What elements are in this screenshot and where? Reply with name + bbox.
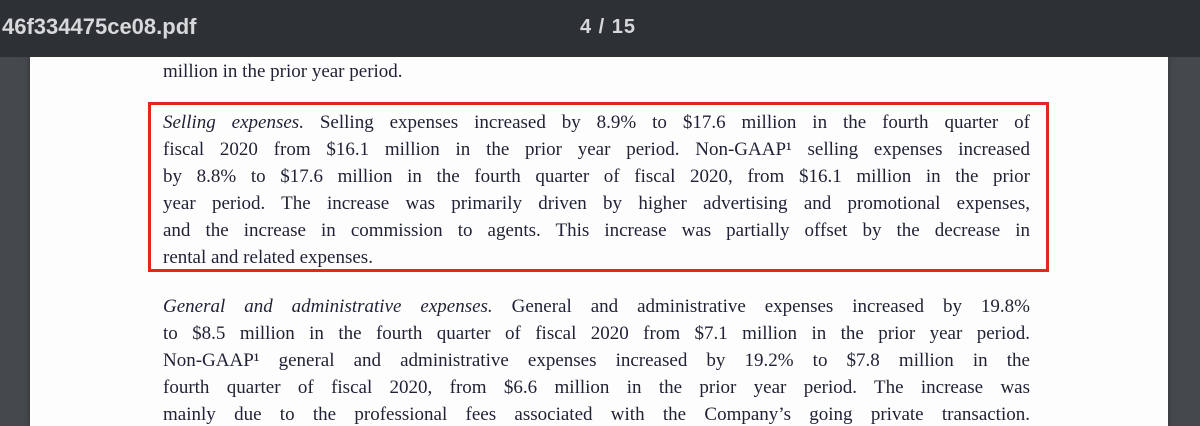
page-indicator: 4 / 15 [579, 16, 637, 38]
text-line: million in the prior year period. [163, 61, 403, 82]
text-line: and the increase in commission to agents. This increase was partially offset by the decrease in [163, 220, 1030, 241]
paragraph-selling-expenses [163, 109, 1030, 271]
text-line: rental and related expenses. [163, 247, 373, 268]
text-line: to $8.5 million in the fourth quarter of fiscal 2020 from $7.1 million in the prior year period. [163, 323, 1030, 344]
text-line: year period. The increase was primarily driven by higher advertising and promotional expenses, [163, 193, 1030, 214]
pdf-toolbar [0, 0, 1200, 57]
text-line: General and administrative expenses. General and administrative expenses increased by 19.8% [163, 296, 1030, 317]
text-line: Selling expenses. Selling expenses increased by 8.9% to $17.6 million in the fourth quarter of [163, 112, 1030, 133]
text-line: fiscal 2020 from $16.1 million in the prior year period. Non-GAAP¹ selling expenses increased [163, 139, 1030, 160]
red-highlight-box [148, 102, 1049, 272]
text-line: fourth quarter of fiscal 2020, from $6.6 million in the prior year period. The increase was [163, 377, 1030, 398]
text-line: Non-GAAP¹ general and administrative expenses increased by 19.2% to $7.8 million in the [163, 350, 1030, 371]
paragraph-general-admin-expenses [163, 293, 1030, 426]
document-filename: 46f334475ce08.pdf [2, 14, 197, 39]
text-line: by 8.8% to $17.6 million in the fourth quarter of fiscal 2020, from $16.1 million in the prior [163, 166, 1030, 187]
text-line: mainly due to the professional fees associated with the Company’s going private transaction. [163, 404, 1030, 425]
paragraph-intro-fragment [163, 58, 1030, 85]
document-page[interactable] [30, 57, 1168, 426]
